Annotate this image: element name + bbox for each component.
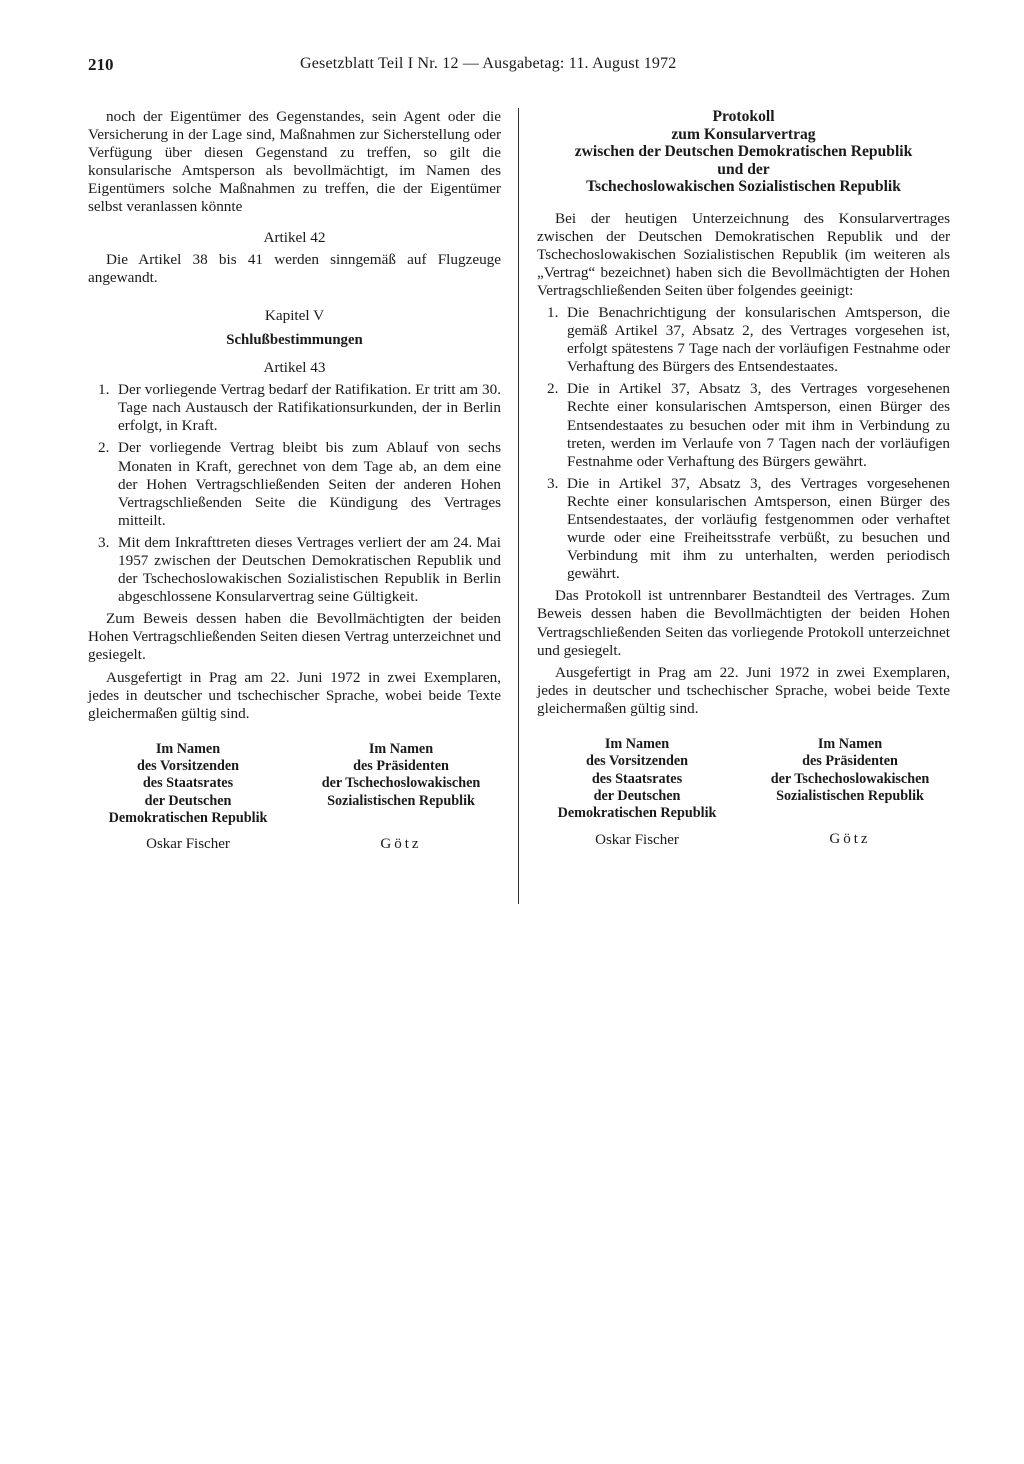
list-item (88, 534, 501, 606)
signatory-title (301, 741, 501, 810)
signatory-title-line: der Tschechoslowakischen (770, 770, 930, 787)
item-number: 1. (98, 381, 110, 399)
item-number: 2. (98, 439, 110, 457)
list-item (537, 475, 950, 584)
item-text: Der vorliegende Vertrag bleibt bis zum Ablauf von sechs Monaten in Kraft, gerechnet von dem Tage ab, an dem eine der Hohen Vertragschließenden Seiten der anderen Hohen Vertragschließenden Seite die Kündigung des Vertrages mitteilt. (118, 439, 501, 529)
signatory-title-line: Im Namen (817, 736, 883, 753)
signatory-title (537, 736, 737, 822)
protocol-title (537, 108, 950, 196)
protocol-title-line: zum Konsularvertrag (671, 125, 816, 143)
protocol-title-line: Tschechoslowakischen Sozialistischen Republik (586, 178, 901, 195)
item-text: Mit dem Inkrafttreten dieses Vertrages verliert der am 24. Mai 1957 zwischen der Deutschen Demokratischen Republik und der Tschechoslowakischen Sozialistischen Republik in Berlin abgeschlossene Konsularvertrag seine Gültigkeit. (118, 533, 501, 606)
list-item (537, 304, 950, 376)
integral-clause: Das Protokoll ist untrennbarer Bestandteil des Vertrages. Zum Beweis dessen haben die Bevollmächtigten der beiden Hohen Vertragschließenden Seiten das vorliegende Protokoll unterzeichnet und gesiegelt. (537, 587, 950, 659)
article-43-heading: Artikel 43 (263, 359, 326, 377)
signatory-title-line: der Deutschen (144, 792, 232, 809)
list-item (88, 381, 501, 435)
protocol-title-line: zwischen der Deutschen Demokratischen Republik (574, 143, 913, 160)
signatory-cssr (750, 736, 950, 849)
protocol-list (537, 304, 950, 583)
signatory-title-line: Im Namen (155, 740, 221, 757)
signatory-title-line: Sozialistischen Republik (776, 787, 924, 804)
chapter-title: Schlußbestimmungen (226, 331, 363, 348)
signatory-title-line: des Staatsrates (142, 775, 234, 792)
article-42-text: Die Artikel 38 bis 41 werden sinngemäß auf Flugzeuge angewandt. (88, 250, 501, 286)
left-column (88, 108, 501, 853)
signatory-title-line: Im Namen (604, 736, 670, 753)
signatory-cssr (301, 741, 501, 854)
signatory-title-line: des Vorsitzenden (585, 753, 689, 770)
page-number: 210 (88, 55, 114, 74)
item-text: Die in Artikel 37, Absatz 3, des Vertrages vorgesehenen Rechte einer konsularischen Amtsperson, einen Bürger des Entsendestaates, der vorläufig festgenommen oder verhaftet wurde oder eine Freiheitsstrafe verbüßt, zu besuchen und Verbindung mit ihm zu unterhalten, werden periodisch gewährt. (567, 474, 950, 583)
signatory-gdr (537, 736, 737, 849)
item-number: 3. (547, 474, 559, 492)
protocol-title-line: Protokoll (712, 108, 775, 125)
execution-clause: Ausgefertigt in Prag am 22. Juni 1972 in zwei Exemplaren, jedes in deutscher und tschechischer Sprache, wobei beide Texte gleichermaßen gültig sind. (88, 668, 501, 722)
signatory-title-line: Demokratischen Republik (108, 810, 268, 826)
article-43-list (88, 381, 501, 606)
signatory-name: Oskar Fischer (595, 831, 679, 848)
item-number: 1. (547, 303, 559, 321)
signature-block (537, 736, 950, 849)
signatory-title-line: der Tschechoslowakischen (321, 775, 481, 792)
article-42-heading: Artikel 42 (263, 228, 326, 246)
item-number: 3. (98, 533, 110, 551)
signatory-title (750, 736, 950, 805)
signatory-title (88, 741, 288, 827)
item-text: Die in Artikel 37, Absatz 3, des Vertrages vorgesehenen Rechte einer konsularischen Amtsperson, einen Bürger des Entsendestaates zu besuchen oder mit ihm in Verbindung zu treten, werden im Verlaufe von 7 Tagen nach der vorläufigen Festnahme oder Verhaftung des Bürgers gewährt. (567, 380, 950, 470)
protocol-title-line: und der (717, 160, 770, 178)
signatory-title-line: des Präsidenten (353, 758, 449, 775)
protocol-intro: Bei der heutigen Unterzeichnung des Konsularvertrages zwischen der Deutschen Demokratischen Republik und der Tschechoslowakischen Sozialistischen Republik (im weiteren als „Vertrag“ bezeichnet) haben sich die Bevollmächtigten der Hohen Vertragschließenden Seiten über folgendes geeinigt: (537, 209, 950, 299)
signatory-title-line: Demokratischen Republik (557, 805, 717, 822)
signature-block (88, 741, 501, 854)
list-item (88, 439, 501, 529)
signatory-name: Götz (829, 831, 871, 848)
item-text: Der vorliegende Vertrag bedarf der Ratifikation. Er tritt am 30. Tage nach Austausch der Ratifikationsurkunden, der in Berlin erfolgt, in Kraft. (118, 381, 501, 435)
signatory-title-line: des Vorsitzenden (136, 758, 240, 775)
signatory-name: Götz (380, 836, 422, 852)
signatory-gdr (88, 741, 288, 854)
signatory-title-line: Sozialistischen Republik (327, 792, 475, 809)
item-text: Die Benachrichtigung der konsularischen Amtsperson, die gemäß Artikel 37, Absatz 2, des Vertrages vorgesehen ist, erfolgt spätestens 7 Tage nach der vorläufigen Festnahme oder Verhaftung des Bürgers des Entsendestaates. (567, 303, 950, 376)
list-item (537, 380, 950, 470)
signatory-title-line: des Präsidenten (802, 753, 898, 770)
signatory-name: Oskar Fischer (146, 836, 230, 853)
witness-clause: Zum Beweis dessen haben die Bevollmächtigten der beiden Hohen Vertragschließenden Seiten diesen Vertrag unterzeichnet und gesiegelt. (88, 610, 501, 664)
signatory-title-line: des Staatsrates (591, 770, 683, 787)
item-number: 2. (547, 380, 559, 398)
chapter-heading: Kapitel V (264, 306, 325, 324)
signatory-title-line: Im Namen (368, 740, 434, 757)
right-column (537, 108, 950, 849)
column-divider (518, 108, 519, 904)
running-title: Gesetzblatt Teil I Nr. 12 — Ausgabetag: 11. August 1972 (300, 55, 677, 72)
signatory-title-line: der Deutschen (593, 787, 681, 804)
execution-clause: Ausgefertigt in Prag am 22. Juni 1972 in zwei Exemplaren, jedes in deutscher und tschechischer Sprache, wobei beide Texte gleichermaßen gültig sind. (537, 663, 950, 717)
continuation-paragraph: noch der Eigentümer des Gegenstandes, sein Agent oder die Versicherung in der Lage sind, Maßnahmen zur Sicherstellung oder Verfügung über diesen Gegenstand zu treffen, so gilt die konsularische Amtsperson als bevollmächtigt, im Namen des Eigentümers solche Maßnahmen zu treffen, die der Eigentümer selbst veranlassen könnte (88, 108, 501, 216)
